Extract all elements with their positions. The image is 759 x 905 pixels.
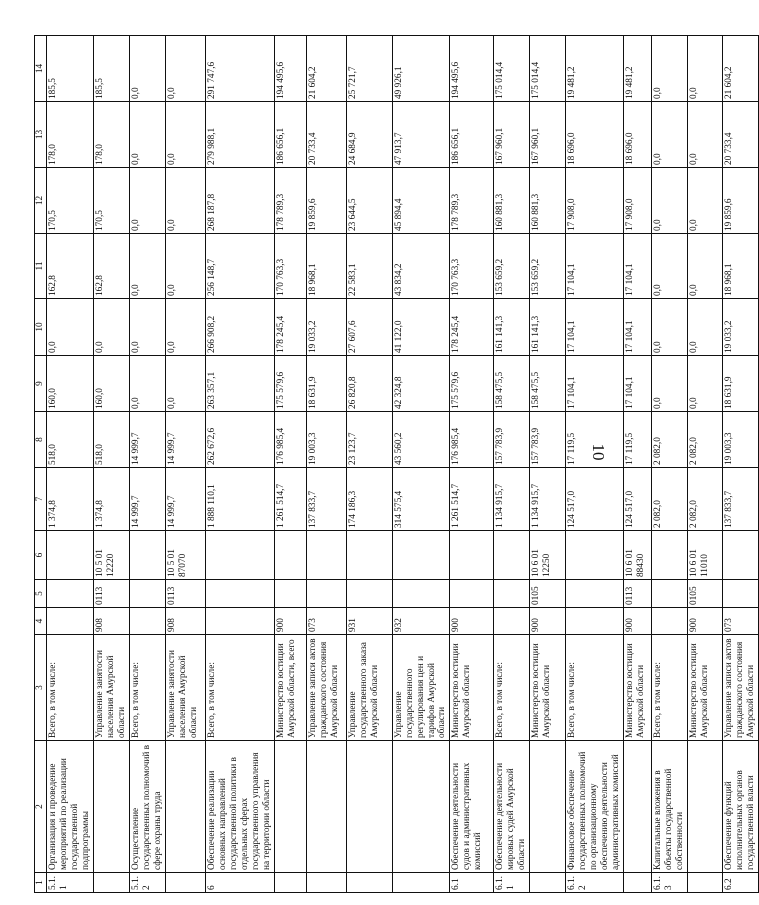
table-cell-col-1: 6.1.2 (566, 873, 624, 893)
header-cell: 5 (35, 580, 47, 608)
table-cell-col-6 (274, 531, 306, 580)
table-cell-col-7: 2 082,0 (652, 468, 688, 531)
table-cell-col-12: 268 187,8 (205, 168, 274, 234)
table-row (306, 36, 346, 893)
table-cell-col-9: 0,0 (652, 356, 688, 412)
header-cell: 6 (35, 531, 47, 580)
table-cell-col-5 (129, 580, 165, 608)
table-cell-col-13: 0,0 (688, 102, 723, 168)
table-cell-col-5 (652, 580, 688, 608)
table-row (346, 36, 392, 893)
table-cell-col-11: 17 104,1 (566, 234, 624, 299)
table-cell-col-7: 137 833,7 (306, 468, 346, 531)
table-cell-col-10: 41 122,0 (392, 299, 450, 356)
table-cell-col-7: 314 575,4 (392, 468, 450, 531)
table-cell-col-1: 6.1.1 (494, 873, 530, 893)
table-cell-col-3: Всего, в том числе: (205, 635, 274, 741)
table-cell-col-4: 908 (93, 608, 129, 635)
table-cell-col-12: 17 908,0 (624, 168, 652, 234)
table-cell-col-14: 185,5 (93, 36, 129, 102)
table-cell-col-4: 932 (392, 608, 450, 635)
table-cell-col-2 (346, 741, 392, 873)
table-cell-col-13: 24 684,9 (346, 102, 392, 168)
table-cell-col-6 (47, 531, 94, 580)
table-row (274, 36, 306, 893)
table-cell-col-10: 266 908,2 (205, 299, 274, 356)
table-cell-col-1 (688, 873, 723, 893)
table-cell-col-10: 0,0 (129, 299, 165, 356)
table-cell-col-13: 0,0 (129, 102, 165, 168)
table-cell-col-8: 2 082,0 (652, 412, 688, 468)
table-cell-col-6 (346, 531, 392, 580)
table-cell-col-6 (494, 531, 530, 580)
table-cell-col-13: 0,0 (165, 102, 205, 168)
table-cell-col-7: 1 261 514,7 (450, 468, 494, 531)
table-cell-col-14: 19 481,2 (624, 36, 652, 102)
table-cell-col-1 (93, 873, 129, 893)
table-cell-col-13: 178,0 (47, 102, 94, 168)
table-cell-col-9: 263 357,1 (205, 356, 274, 412)
table-cell-col-12: 170,5 (47, 168, 94, 234)
table-cell-col-3: Всего, в том числе: (47, 635, 94, 741)
header-cell: 10 (35, 299, 47, 356)
table-cell-col-1: 5.1.2 (129, 873, 165, 893)
table-cell-col-12: 0,0 (652, 168, 688, 234)
table-cell-col-14: 49 926,1 (392, 36, 450, 102)
table-cell-col-3: Управление занятости населения Амурской области (93, 635, 129, 741)
table-cell-col-8: 17 119,5 (566, 412, 624, 468)
table-cell-col-4 (129, 608, 165, 635)
table-cell-col-6 (450, 531, 494, 580)
table-cell-col-6: 10 5 01 87070 (165, 531, 205, 580)
table-cell-col-3: Всего, в том числе: (129, 635, 165, 741)
table-cell-col-7: 174 186,3 (346, 468, 392, 531)
table-cell-col-6 (392, 531, 450, 580)
table-cell-col-11: 17 104,1 (624, 234, 652, 299)
table-cell-col-3: Министерство юстиции Амурской области (624, 635, 652, 741)
table-cell-col-1 (392, 873, 450, 893)
table-cell-col-3: Министерство юстиции Амурской области, всего (274, 635, 306, 741)
table-row (688, 36, 723, 893)
table-cell-col-1 (165, 873, 205, 893)
table-cell-col-12: 19 859,6 (723, 168, 759, 234)
table-cell-col-10: 0,0 (93, 299, 129, 356)
table-cell-col-13: 20 733,4 (723, 102, 759, 168)
table-cell-col-4: 900 (688, 608, 723, 635)
table-cell-col-7: 1 374,8 (47, 468, 94, 531)
table-cell-col-2: Обеспечение функций исполнительных органов государственной власти (723, 741, 759, 873)
table-cell-col-11: 153 659,2 (494, 234, 530, 299)
table-cell-col-13: 186 656,1 (450, 102, 494, 168)
table-cell-col-14: 0,0 (688, 36, 723, 102)
table-cell-col-12: 19 859,6 (306, 168, 346, 234)
table-cell-col-10: 178 245,4 (450, 299, 494, 356)
table-cell-col-9: 18 631,9 (306, 356, 346, 412)
table-cell-col-6 (723, 531, 759, 580)
table-cell-col-14: 175 014,4 (530, 36, 566, 102)
table-cell-col-9: 26 820,8 (346, 356, 392, 412)
table-cell-col-6 (306, 531, 346, 580)
table-cell-col-5 (450, 580, 494, 608)
table-cell-col-5 (306, 580, 346, 608)
table-cell-col-10: 17 104,1 (566, 299, 624, 356)
header-cell: 2 (35, 741, 47, 873)
table-cell-col-2: Обеспечение деятельности мировых судей Амурской области (494, 741, 530, 873)
table-cell-col-13: 279 988,1 (205, 102, 274, 168)
table-cell-col-1 (624, 873, 652, 893)
table-cell-col-5: 0113 (165, 580, 205, 608)
header-cell: 12 (35, 168, 47, 234)
table-cell-col-1: 6.1.3 (652, 873, 688, 893)
table-cell-col-7: 124 517,0 (624, 468, 652, 531)
table-cell-col-13: 178,0 (93, 102, 129, 168)
table-cell-col-3: Управление государственного регулирования цен и тарифов Амурской области (392, 635, 450, 741)
table-cell-col-11: 170 763,3 (450, 234, 494, 299)
table-cell-col-1 (346, 873, 392, 893)
table-cell-col-4 (652, 608, 688, 635)
table-cell-col-9: 175 579,6 (450, 356, 494, 412)
table-cell-col-5 (205, 580, 274, 608)
table-cell-col-8: 176 985,4 (274, 412, 306, 468)
table-cell-col-10: 178 245,4 (274, 299, 306, 356)
table-cell-col-4: 900 (274, 608, 306, 635)
table-cell-col-12: 160 881,3 (494, 168, 530, 234)
table-cell-col-11: 0,0 (652, 234, 688, 299)
header-cell: 3 (35, 635, 47, 741)
table-cell-col-8: 157 783,9 (494, 412, 530, 468)
table-cell-col-11: 18 968,1 (306, 234, 346, 299)
table-row (530, 36, 566, 893)
header-cell: 1 (35, 873, 47, 893)
table-cell-col-9: 0,0 (688, 356, 723, 412)
table-cell-col-13: 0,0 (652, 102, 688, 168)
table-cell-col-2 (624, 741, 652, 873)
table-cell-col-8: 176 985,4 (450, 412, 494, 468)
table-row (624, 36, 652, 893)
table-row (723, 36, 759, 893)
page-number: 10 (589, 443, 608, 461)
table-cell-col-5: 0105 (530, 580, 566, 608)
table-cell-col-8: 19 003,3 (306, 412, 346, 468)
table-cell-col-10: 0,0 (652, 299, 688, 356)
table-cell-col-14: 21 604,2 (723, 36, 759, 102)
table-cell-col-10: 161 141,3 (494, 299, 530, 356)
table-cell-col-14: 194 495,6 (274, 36, 306, 102)
table-body (35, 36, 759, 893)
header-cell: 4 (35, 608, 47, 635)
table-row (450, 36, 494, 893)
table-cell-col-4: 931 (346, 608, 392, 635)
table-row (93, 36, 129, 893)
table-row (494, 36, 530, 893)
table-cell-col-9: 158 475,5 (530, 356, 566, 412)
table-cell-col-6 (129, 531, 165, 580)
table-cell-col-3: Управление занятости населения Амурской области (165, 635, 205, 741)
table-cell-col-8: 14 999,7 (165, 412, 205, 468)
table-cell-col-4: 908 (165, 608, 205, 635)
table-cell-col-10: 27 607,6 (346, 299, 392, 356)
table-cell-col-8: 262 672,6 (205, 412, 274, 468)
table-cell-col-6: 10 6 01 11010 (688, 531, 723, 580)
table-cell-col-7: 1 374,8 (93, 468, 129, 531)
table-cell-col-6: 10 6 01 12250 (530, 531, 566, 580)
table-cell-col-8: 43 560,2 (392, 412, 450, 468)
header-cell: 13 (35, 102, 47, 168)
table-cell-col-4 (494, 608, 530, 635)
table-cell-col-9: 160,0 (93, 356, 129, 412)
table-cell-col-1: 6.2 (723, 873, 759, 893)
table-cell-col-14: 175 014,4 (494, 36, 530, 102)
table-cell-col-5 (47, 580, 94, 608)
table-cell-col-3: Всего, в том числе: (566, 635, 624, 741)
table-cell-col-3: Управление записи актов гражданского состояния Амурской области (723, 635, 759, 741)
table-cell-col-14: 194 495,6 (450, 36, 494, 102)
table-cell-col-10: 0,0 (688, 299, 723, 356)
table-cell-col-10: 0,0 (165, 299, 205, 356)
table-cell-col-7: 14 999,7 (129, 468, 165, 531)
table-cell-col-5: 0113 (624, 580, 652, 608)
table-cell-col-9: 17 104,1 (566, 356, 624, 412)
table-cell-col-2 (165, 741, 205, 873)
table-cell-col-4: 073 (306, 608, 346, 635)
table-cell-col-3: Министерство юстиции Амурской области (450, 635, 494, 741)
table-cell-col-6 (566, 531, 624, 580)
table-cell-col-11: 43 834,2 (392, 234, 450, 299)
table-cell-col-2: Обеспечение деятельности судов и административных комиссий (450, 741, 494, 873)
table-cell-col-4: 900 (530, 608, 566, 635)
table-row (129, 36, 165, 893)
table-cell-col-2 (306, 741, 346, 873)
table-cell-col-13: 186 656,1 (274, 102, 306, 168)
table-cell-col-7: 14 999,7 (165, 468, 205, 531)
table-cell-col-12: 17 908,0 (566, 168, 624, 234)
table-cell-col-7: 1 134 915,7 (530, 468, 566, 531)
table-cell-col-9: 0,0 (165, 356, 205, 412)
table-cell-col-9: 160,0 (47, 356, 94, 412)
table-cell-col-8: 2 082,0 (688, 412, 723, 468)
table-cell-col-13: 18 696,0 (624, 102, 652, 168)
table-cell-col-5 (346, 580, 392, 608)
table-cell-col-2 (530, 741, 566, 873)
table-cell-col-5 (274, 580, 306, 608)
table-cell-col-5 (566, 580, 624, 608)
table-cell-col-12: 23 644,5 (346, 168, 392, 234)
table-cell-col-7: 124 517,0 (566, 468, 624, 531)
table-cell-col-8: 14 999,7 (129, 412, 165, 468)
table-cell-col-4 (205, 608, 274, 635)
table-cell-col-10: 19 033,2 (306, 299, 346, 356)
table-cell-col-2 (392, 741, 450, 873)
table-cell-col-1: 6.1 (450, 873, 494, 893)
table-cell-col-2: Финансовое обеспечение государственных полномочий по организационному обеспечению деятельности административных комиссий (566, 741, 624, 873)
table-cell-col-7: 1 261 514,7 (274, 468, 306, 531)
table-cell-col-1: 6 (205, 873, 274, 893)
table-cell-col-14: 19 481,2 (566, 36, 624, 102)
table-cell-col-1 (306, 873, 346, 893)
table-cell-col-4: 900 (624, 608, 652, 635)
table-cell-col-11: 0,0 (165, 234, 205, 299)
rotated-page (34, 36, 757, 893)
table-cell-col-14: 0,0 (652, 36, 688, 102)
table-cell-col-9: 17 104,1 (624, 356, 652, 412)
table-cell-col-8: 518,0 (93, 412, 129, 468)
table-cell-col-8: 23 123,7 (346, 412, 392, 468)
header-cell: 8 (35, 412, 47, 468)
table-cell-col-14: 21 604,2 (306, 36, 346, 102)
table-cell-col-2: Капитальные вложения в объекты государственной собственности (652, 741, 688, 873)
table-cell-col-12: 178 789,3 (274, 168, 306, 234)
table-cell-col-8: 518,0 (47, 412, 94, 468)
table-cell-col-4: 073 (723, 608, 759, 635)
table-cell-col-12: 45 894,4 (392, 168, 450, 234)
table-cell-col-4 (47, 608, 94, 635)
table-cell-col-4 (566, 608, 624, 635)
table-row (47, 36, 94, 893)
table-cell-col-3: Министерство юстиции Амурской области (688, 635, 723, 741)
table-row (165, 36, 205, 893)
table-cell-col-11: 153 659,2 (530, 234, 566, 299)
table-cell-col-8: 157 783,9 (530, 412, 566, 468)
table-cell-col-3: Всего, в том числе: (652, 635, 688, 741)
table-cell-col-13: 167 960,1 (494, 102, 530, 168)
table-cell-col-12: 0,0 (688, 168, 723, 234)
table-cell-col-5: 0113 (93, 580, 129, 608)
table-cell-col-13: 47 913,7 (392, 102, 450, 168)
table-cell-col-6: 10 5 01 12220 (93, 531, 129, 580)
table-cell-col-14: 185,5 (47, 36, 94, 102)
table-cell-col-2: Организация и проведение мероприятий по реализации государственной подпрограммы (47, 741, 94, 873)
table-cell-col-10: 0,0 (47, 299, 94, 356)
table-cell-col-4: 900 (450, 608, 494, 635)
table-cell-col-13: 167 960,1 (530, 102, 566, 168)
table-cell-col-9: 175 579,6 (274, 356, 306, 412)
table-cell-col-5: 0105 (688, 580, 723, 608)
table-cell-col-2 (93, 741, 129, 873)
table-row (205, 36, 274, 893)
table-cell-col-12: 0,0 (165, 168, 205, 234)
table-cell-col-12: 178 789,3 (450, 168, 494, 234)
table-cell-col-11: 18 968,1 (723, 234, 759, 299)
table-cell-col-11: 162,8 (47, 234, 94, 299)
header-cell: 7 (35, 468, 47, 531)
header-cell: 14 (35, 36, 47, 102)
table-cell-col-3: Министерство юстиции Амурской области (530, 635, 566, 741)
table-cell-col-5 (723, 580, 759, 608)
table-cell-col-1 (530, 873, 566, 893)
table-cell-col-11: 162,8 (93, 234, 129, 299)
table-cell-col-1: 5.1.1 (47, 873, 94, 893)
header-cell: 9 (35, 356, 47, 412)
table-cell-col-12: 160 881,3 (530, 168, 566, 234)
table-cell-col-2: Обеспечение реализации основных направлений государственной политики в отдельных сферах государственного управления на территории области (205, 741, 274, 873)
table-cell-col-11: 0,0 (688, 234, 723, 299)
table-cell-col-9: 18 631,9 (723, 356, 759, 412)
table-cell-col-11: 0,0 (129, 234, 165, 299)
table-cell-col-14: 25 721,7 (346, 36, 392, 102)
table-cell-col-9: 42 324,8 (392, 356, 450, 412)
header-row (35, 36, 47, 893)
table-cell-col-7: 137 833,7 (723, 468, 759, 531)
table-cell-col-14: 291 747,6 (205, 36, 274, 102)
table-row (392, 36, 450, 893)
table-cell-col-7: 1 888 110,1 (205, 468, 274, 531)
table-cell-col-2 (688, 741, 723, 873)
table-cell-col-10: 19 033,2 (723, 299, 759, 356)
table-cell-col-11: 256 148,7 (205, 234, 274, 299)
table-cell-col-10: 161 141,3 (530, 299, 566, 356)
table-cell-col-14: 0,0 (165, 36, 205, 102)
table-cell-col-10: 17 104,1 (624, 299, 652, 356)
table-cell-col-7: 2 082,0 (688, 468, 723, 531)
table-cell-col-8: 19 003,3 (723, 412, 759, 468)
table-cell-col-11: 22 583,1 (346, 234, 392, 299)
budget-table (34, 35, 759, 893)
table-cell-col-5 (494, 580, 530, 608)
table-cell-col-13: 18 696,0 (566, 102, 624, 168)
table-cell-col-3: Управление записи актов гражданского состояния Амурской области (306, 635, 346, 741)
table-cell-col-13: 20 733,4 (306, 102, 346, 168)
table-row (652, 36, 688, 893)
table-cell-col-2 (274, 741, 306, 873)
table-cell-col-7: 1 134 915,7 (494, 468, 530, 531)
table-cell-col-3: Всего, в том числе: (494, 635, 530, 741)
table-cell-col-8: 17 119,5 (624, 412, 652, 468)
table-cell-col-11: 170 763,3 (274, 234, 306, 299)
table-cell-col-12: 170,5 (93, 168, 129, 234)
table-cell-col-9: 0,0 (129, 356, 165, 412)
table-cell-col-12: 0,0 (129, 168, 165, 234)
header-cell: 11 (35, 234, 47, 299)
table-cell-col-3: Управление государственного заказа Амурской области (346, 635, 392, 741)
table-cell-col-2: Осуществление государственных полномочий в сфере охраны труда (129, 741, 165, 873)
table-cell-col-14: 0,0 (129, 36, 165, 102)
table-cell-col-6 (652, 531, 688, 580)
table-cell-col-5 (392, 580, 450, 608)
table-cell-col-9: 158 475,5 (494, 356, 530, 412)
table-cell-col-6: 10 6 01 88430 (624, 531, 652, 580)
table-cell-col-1 (274, 873, 306, 893)
table-row (566, 36, 624, 893)
table-cell-col-6 (205, 531, 274, 580)
